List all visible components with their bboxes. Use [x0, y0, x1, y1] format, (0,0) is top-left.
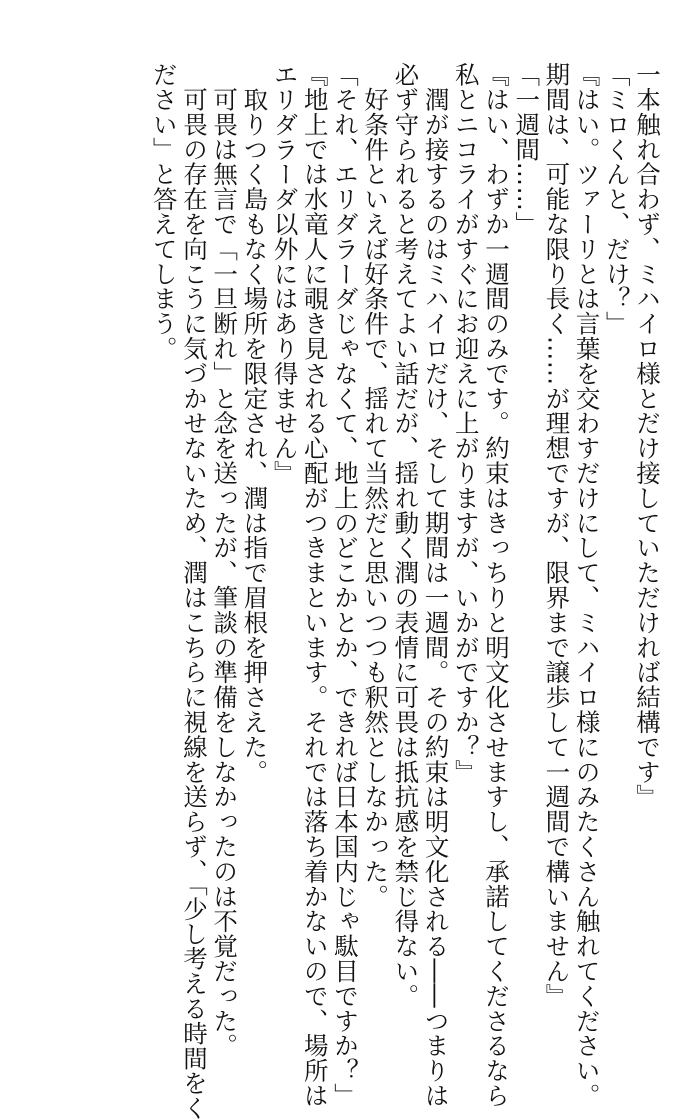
- text-line-4: 期間は、可能な限り長く……が理想ですが、限界まで譲歩して一週間で構いません』: [542, 62, 572, 1009]
- text-line-14: 取りつく島もなく場所を限定され、潤は指で眉根を押さえた。: [240, 62, 270, 785]
- text-line-3: 『はい。ツァーリとは言葉を交わすだけにして、ミハイロ様にのみたくさん触れてください。: [572, 62, 602, 1108]
- text-line-9: 必ず守られると考えてよい話だが、揺れ動く潤の表情に可畏は抵抗感を禁じ得ない。: [391, 62, 421, 1009]
- text-line-12: 『地上では水竜人に覗き見される心配がつきまといます。それでは落ち着かないので、場所は: [300, 62, 330, 1108]
- text-line-10: 好条件といえば好条件で、揺れて当然だと思いつつも釈然としなかった。: [361, 62, 391, 909]
- text-line-1: 一本触れ合わず、ミハイロ様とだけ接していただければ結構です』: [633, 62, 662, 809]
- text-line-7: 私とニコライがすぐにお迎えに上がりますが、いかがですか？』: [451, 62, 481, 785]
- text-line-16: 可畏の存在を向こうに気づかせないため、潤はこちらに視線を送らず、「少し考える時間をく: [179, 62, 209, 1120]
- text-line-2: 「ミロくんと、だけ？」: [602, 62, 632, 336]
- text-line-6: 『はい、わずか一週間のみです。約束はきっちりと明文化させますし、承諾してくださるなら: [481, 62, 511, 1108]
- text-line-8: 潤が接するのはミハイロだけ、そして期間は一週間。その約束は明文化される――つまりは: [421, 62, 451, 1108]
- text-line-13: エリダラーダ以外にはあり得ません』: [270, 62, 300, 486]
- text-line-5: 「一週間……」: [512, 62, 542, 237]
- vertical-text-body: [149, 62, 662, 1120]
- text-line-15: 可畏は無言で「一旦断れ」と念を送ったが、筆談の準備をしなかったのは不覚だった。: [210, 62, 240, 1058]
- text-line-17: ださい」と答えてしまう。: [149, 62, 179, 361]
- text-line-11: 「それ、エリダラーダじゃなくて、地上のどこかとか、できれば日本国内じゃ駄目ですか？」: [330, 62, 360, 1108]
